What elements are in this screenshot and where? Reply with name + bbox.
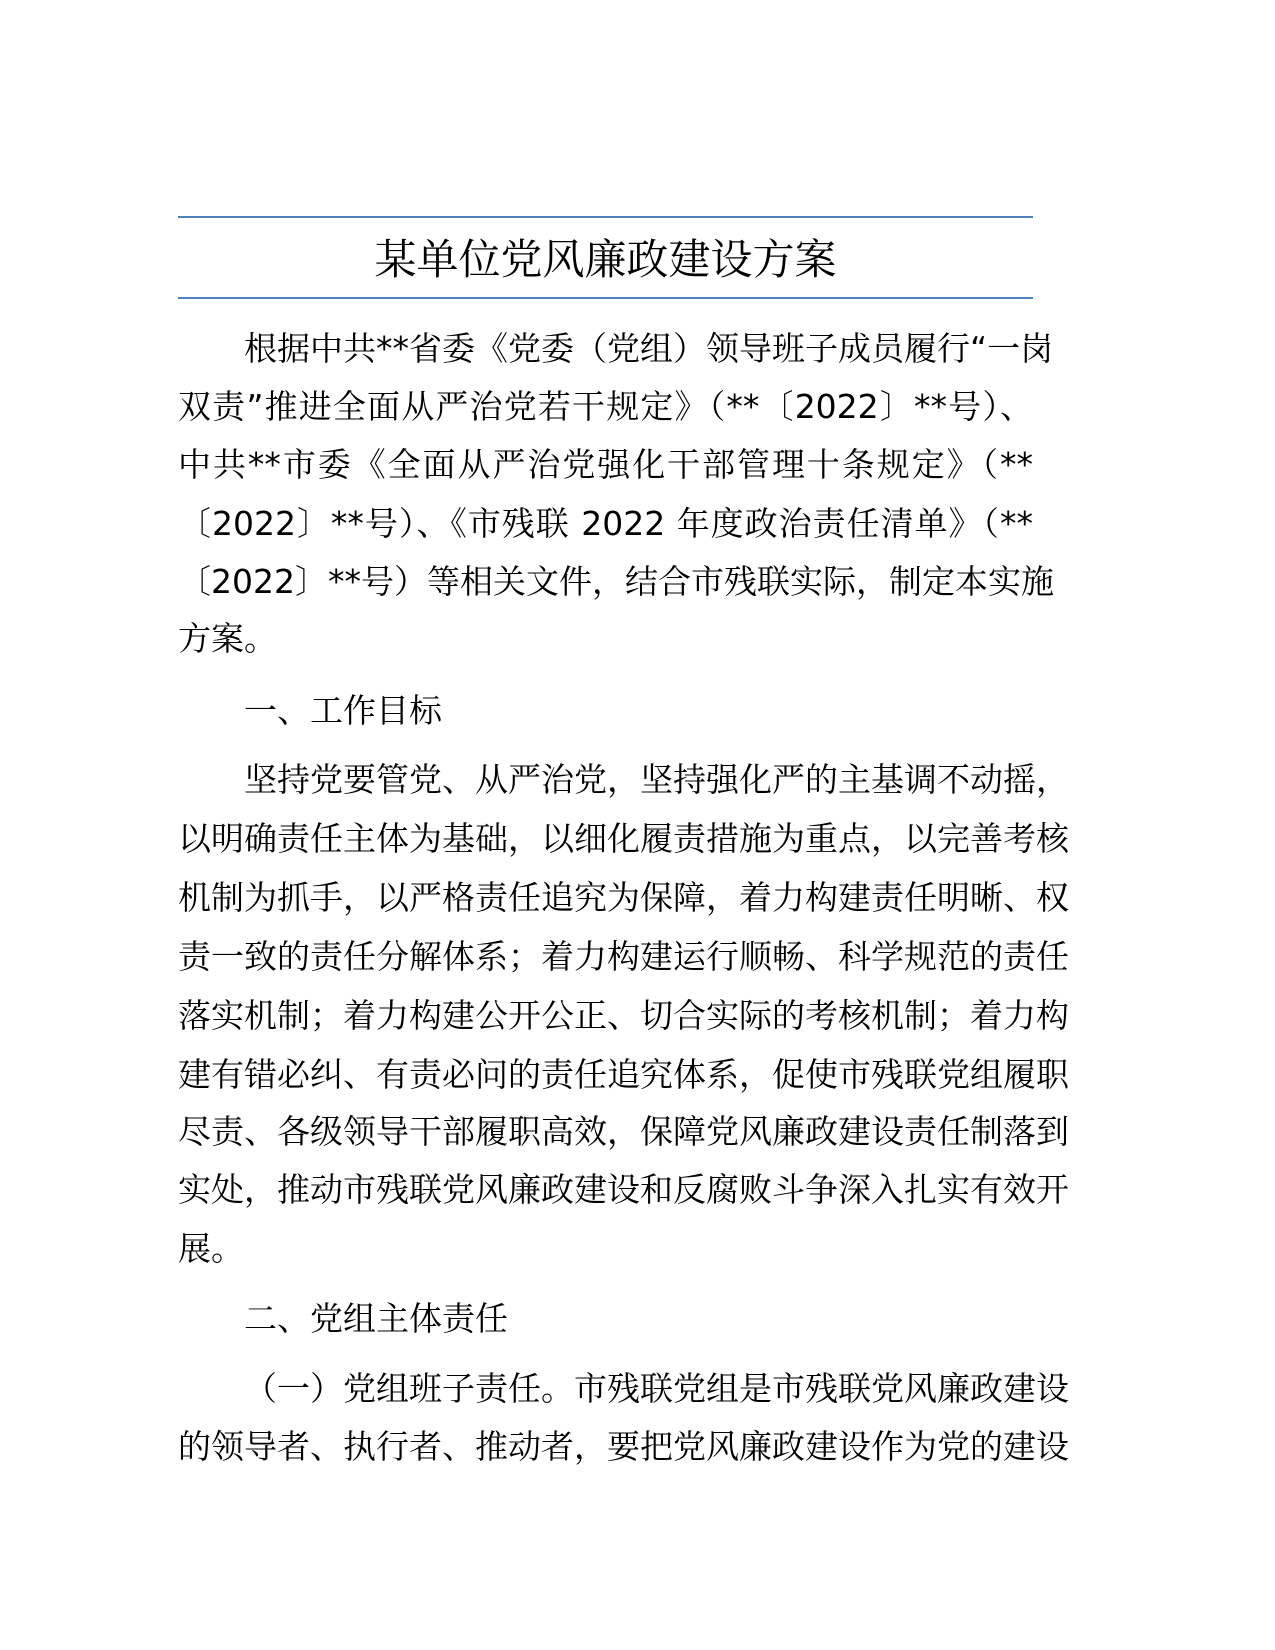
paragraph-line: 以明确责任主体为基础，以细化履责措施为重点，以完善考核 (178, 819, 1069, 858)
paragraph-line: 中共**市委《全面从严治党强化干部管理十条规定》（** (178, 445, 1033, 484)
title-bottom-rule (178, 297, 1033, 299)
paragraph-line: 展。 (178, 1229, 244, 1268)
paragraph-line: 机制为抓手，以严格责任追究为保障，着力构建责任明晰、权 (178, 878, 1069, 917)
paragraph-line: 责一致的责任分解体系；着力构建运行顺畅、科学规范的责任 (178, 937, 1069, 976)
paragraph-line: 坚持党要管党、从严治党，坚持强化严的主基调不动摇， (244, 760, 1069, 799)
paragraph-line: 根据中共**省委《党委（党组）领导班子成员履行“一岗 (244, 329, 1054, 368)
section-heading: 一、工作目标 (244, 691, 442, 730)
paragraph-line: 〔2022〕**号）等相关文件，结合市残联实际，制定本实施 (178, 562, 1054, 601)
paragraph-line: 方案。 (178, 619, 277, 658)
paragraph-line: 建有错必纠、有责必问的责任追究体系，促使市残联党组履职 (178, 1055, 1069, 1094)
document-title: 某单位党风廉政建设方案 (374, 235, 837, 284)
paragraph-line: 双责”推进全面从严治党若干规定》（**〔2022〕**号）、 (178, 387, 1033, 426)
paragraph-line: 落实机制；着力构建公开公正、切合实际的考核机制；着力构 (178, 996, 1069, 1035)
paragraph-line: 尽责、各级领导干部履职高效，保障党风廉政建设责任制落到 (178, 1112, 1069, 1151)
paragraph-line: （一）党组班子责任。市残联党组是市残联党风廉政建设 (244, 1369, 1069, 1408)
paragraph-line: 的领导者、执行者、推动者，要把党风廉政建设作为党的建设 (178, 1427, 1069, 1466)
paragraph-line: 〔2022〕**号）、《市残联 2022 年度政治责任清单》（** (178, 504, 1033, 543)
title-top-rule (178, 216, 1033, 218)
section-heading: 二、党组主体责任 (244, 1299, 508, 1338)
paragraph-line: 实处，推动市残联党风廉政建设和反腐败斗争深入扎实有效开 (178, 1170, 1069, 1209)
